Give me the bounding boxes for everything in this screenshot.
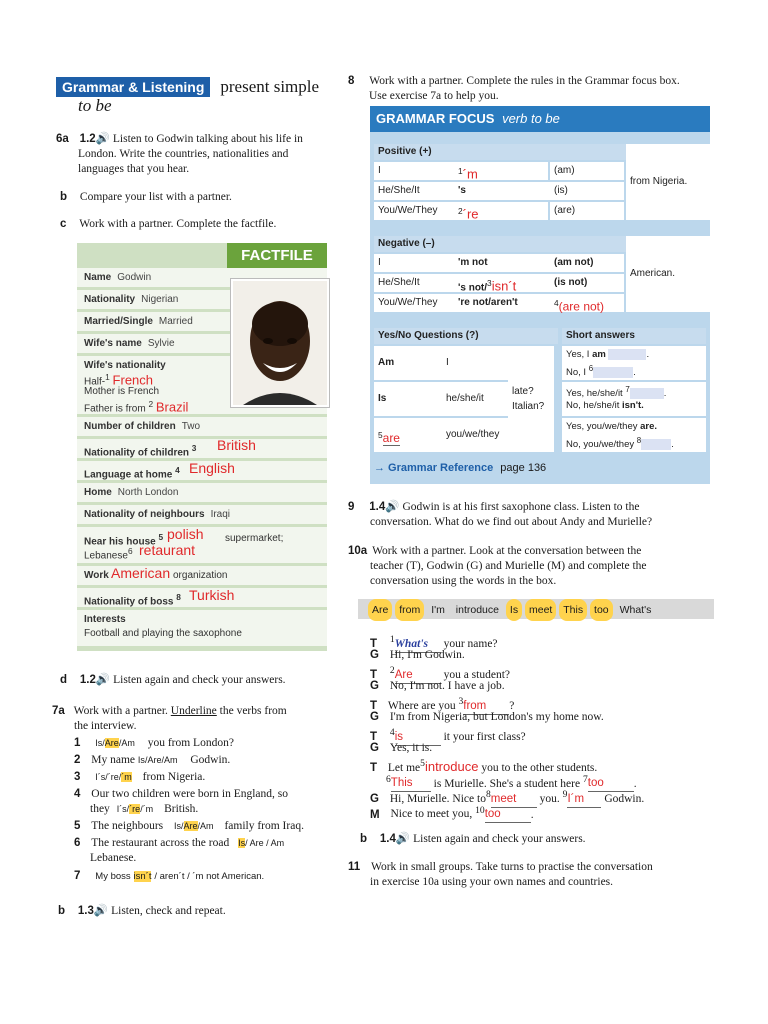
factfile-row-neighbours: Nationality of neighbours Iraqi bbox=[77, 505, 327, 524]
answer-d6[interactable]: This bbox=[391, 776, 431, 792]
dialogue-line: M Nice to meet you, $^{10}$too . bbox=[370, 803, 720, 819]
answer-d10[interactable]: too bbox=[485, 807, 531, 823]
factfile-row-nat-children: Nationality of children $^3$ British bbox=[77, 439, 327, 458]
answer-d7[interactable]: too bbox=[588, 776, 634, 792]
word-chip: Is bbox=[506, 599, 522, 621]
answer-d4[interactable]: is bbox=[395, 730, 441, 746]
audio-icon[interactable]: 🔊 bbox=[395, 833, 411, 845]
answer-d1[interactable]: What's bbox=[395, 637, 441, 653]
exercise-6a: 6a 1.2🔊 Listen to Godwin talking about his life in London. Write the countries, nationalities and languages that you hear. bbox=[56, 133, 303, 175]
answer-half[interactable]: French bbox=[112, 372, 154, 388]
negative-heading: Negative (–) bbox=[374, 236, 628, 252]
dialogue-line: T $^4$is it your first class? bbox=[370, 725, 720, 741]
answer-neg-3[interactable]: isn´t bbox=[491, 278, 517, 294]
dialogue-line: T $^1$What's your name? bbox=[370, 632, 720, 648]
answer-children[interactable]: British bbox=[217, 437, 256, 453]
dialogue-line: T $^2$Are you a student? bbox=[370, 663, 720, 679]
word-chip: meet bbox=[525, 599, 556, 621]
dialogue bbox=[370, 632, 720, 821]
word-chip: from bbox=[395, 599, 424, 621]
factfile-row-name: Name Godwin bbox=[77, 268, 327, 287]
list-item: Lebanese. bbox=[90, 852, 137, 864]
list-item: 1 Is/Are/Am you from London? bbox=[74, 737, 234, 749]
godwin-photo bbox=[231, 279, 329, 407]
factfile-row-near: Near his house $^5$ polish supermarket; Lebanese$^6$ retaurant bbox=[77, 527, 327, 563]
questions-heading: Yes/No Questions (?) bbox=[374, 328, 558, 344]
audio-icon[interactable]: 🔊 bbox=[95, 133, 110, 145]
factfile-row-wife-nationality: Wife's nationality Half-$^1$ French Mother is French Father is from $^2$ Brazil bbox=[77, 356, 327, 414]
answer-boss[interactable]: Turkish bbox=[189, 587, 235, 603]
answer-neg-4[interactable]: (are not) bbox=[558, 299, 604, 314]
section-tag: Grammar & Listening bbox=[56, 77, 210, 97]
exercise-10a: 10a Work with a partner. Look at the conversation between the teacher (T), Godwin (G) and Murielle (M) and complete the conversation using the words in the box. bbox=[348, 545, 647, 587]
list-item: 7 My boss isn´t / aren´t / ´m not American. bbox=[74, 870, 265, 882]
audio-icon[interactable]: 🔊 bbox=[93, 905, 109, 917]
exercise-6c: c Work with a partner. Complete the factfile. bbox=[60, 218, 277, 230]
answer-d5[interactable]: introduce bbox=[424, 758, 479, 774]
dialogue-line: G Yes, it is. bbox=[370, 741, 433, 754]
exercise-7b: b 1.3🔊 Listen, check and repeat. bbox=[58, 905, 226, 917]
exercise-6d: d 1.2🔊 Listen again and check your answers. bbox=[60, 674, 286, 686]
dialogue-line: G Hi, Murielle. Nice $to^8meet$ you. $^9$I´m Godwin. bbox=[370, 787, 720, 803]
section-title-2: to be bbox=[78, 96, 112, 115]
factfile-row-nationality: Nationality Nigerian bbox=[77, 290, 327, 309]
factfile-row-interests: Interests Football and playing the saxophone bbox=[77, 610, 327, 646]
list-item: they I´s/´re/´m British. bbox=[90, 803, 199, 815]
dialogue-line: G Hi, I'm Godwin. bbox=[370, 648, 465, 661]
positive-heading: Positive (+) bbox=[374, 144, 628, 160]
factfile-row-language: Language at home $^4$ English bbox=[77, 461, 327, 480]
answer-near[interactable]: polish bbox=[167, 526, 204, 542]
factfile-panel bbox=[77, 243, 327, 651]
exercise-8: 8 Work with a partner. Complete the rules in the Grammar focus box. Use exercise 7a to help you. bbox=[348, 75, 680, 102]
section-header bbox=[56, 77, 319, 97]
factfile-row-boss: Nationality of boss $^8$ Turkish bbox=[77, 588, 327, 607]
list-item: 3 I´s/´re/´m from Nigeria. bbox=[74, 771, 206, 783]
dialogue-line: T Let $me^5introduce$ you to the other students. bbox=[370, 758, 598, 774]
audio-icon[interactable]: 🔊 bbox=[385, 501, 400, 513]
answer-father[interactable]: Brazil bbox=[155, 399, 189, 415]
list-item: 5 The neighbours Is/Are/Am family from Iraq. bbox=[74, 820, 304, 832]
word-chip: I'm bbox=[431, 604, 445, 616]
word-chip: What's bbox=[619, 604, 652, 616]
answer-d8[interactable]: meet bbox=[491, 792, 537, 808]
exercise-7a: 7a Work with a partner. Underline the verbs from the interview. bbox=[52, 705, 287, 732]
exercise-7a-items bbox=[74, 736, 344, 886]
factfile-row-wife-name: Wife's name Sylvie bbox=[77, 334, 327, 353]
answer-pos-2[interactable]: ´re bbox=[462, 206, 479, 222]
exercise-9: 9 1.4🔊 Godwin is at his first saxophone class. Listen to the conversation. What do we find out about Andy and Murielle? bbox=[348, 501, 653, 528]
grammar-reference-link[interactable]: → Grammar Reference page 136 bbox=[374, 462, 547, 474]
word-box bbox=[358, 599, 714, 619]
short-answers-heading: Short answers bbox=[562, 328, 706, 344]
word-chip: introduce bbox=[455, 604, 499, 616]
factfile-row-home: Home North London bbox=[77, 483, 327, 502]
word-chip: too bbox=[590, 599, 613, 621]
answer-pos-1[interactable]: ´m bbox=[462, 166, 478, 182]
answer-d3[interactable]: from bbox=[463, 699, 509, 715]
exercise-11: 11 Work in small groups. Take turns to practise the conversation in exercise 10a using your own names and countries. bbox=[348, 861, 653, 888]
list-item: 6 The restaurant across the road Is/ Are / Am bbox=[74, 837, 285, 849]
word-chip: This bbox=[559, 599, 587, 621]
factfile-row-work: Work American organization bbox=[77, 566, 327, 585]
dialogue-line: T Where are you $^3$from ? bbox=[370, 694, 720, 710]
factfile-row-children: Number of children Two bbox=[77, 417, 327, 436]
word-chip: Are bbox=[368, 599, 392, 621]
answer-language[interactable]: English bbox=[189, 460, 235, 476]
factfile-row-married: Married/Single Married bbox=[77, 312, 327, 331]
section-title: present simple bbox=[220, 77, 320, 96]
exercise-6b: b Compare your list with a partner. bbox=[60, 191, 232, 203]
list-item: 2 My name Is/Are/Am Godwin. bbox=[74, 754, 231, 766]
answer-d2[interactable]: Are bbox=[395, 668, 441, 684]
answer-work[interactable]: American bbox=[111, 565, 171, 581]
answer-d9[interactable]: I´m bbox=[567, 792, 601, 808]
grammar-focus-title: GRAMMAR FOCUS verb to be bbox=[370, 106, 710, 132]
dialogue-line: G I'm from Nigeria, but London's my home now. bbox=[370, 710, 604, 723]
grammar-focus-box: GRAMMAR FOCUS verb to be Positive (+) I $^1$´m (am) He/She/It 's (is) You/We/They $^2$´re (are) from Nigeria. Negative (–) I 'm not (am not) He/She/It 's not/$^3$isn´t (is not) You/We/They 're not/aren't $^4$(are not) American. Yes/No Questions (?) Short answers Am I Is he/she/it $^5$are you/we/they late? Italian? Yes, I am . No, I $^6$ . Yes, he/she/it $^7$ . No, he/she/it isn't. Yes, you/we/they are. No, you/we/they $^8$ . → Grammar Reference page 136 bbox=[370, 106, 710, 484]
answer-q-5[interactable]: are bbox=[382, 431, 400, 446]
factfile-title: FACTFILE bbox=[227, 243, 327, 269]
exercise-10b: b 1.4🔊 Listen again and check your answers. bbox=[360, 833, 586, 845]
dialogue-line: G No, I'm not. I have a job. bbox=[370, 679, 505, 692]
answer-lebanese[interactable]: retaurant bbox=[139, 542, 196, 558]
list-item: 4 Our two children were born in England, so bbox=[74, 788, 289, 800]
audio-icon[interactable]: 🔊 bbox=[95, 674, 111, 686]
dialogue-line: $^6$This is Murielle. She's a student here $^7$too . bbox=[370, 772, 720, 788]
